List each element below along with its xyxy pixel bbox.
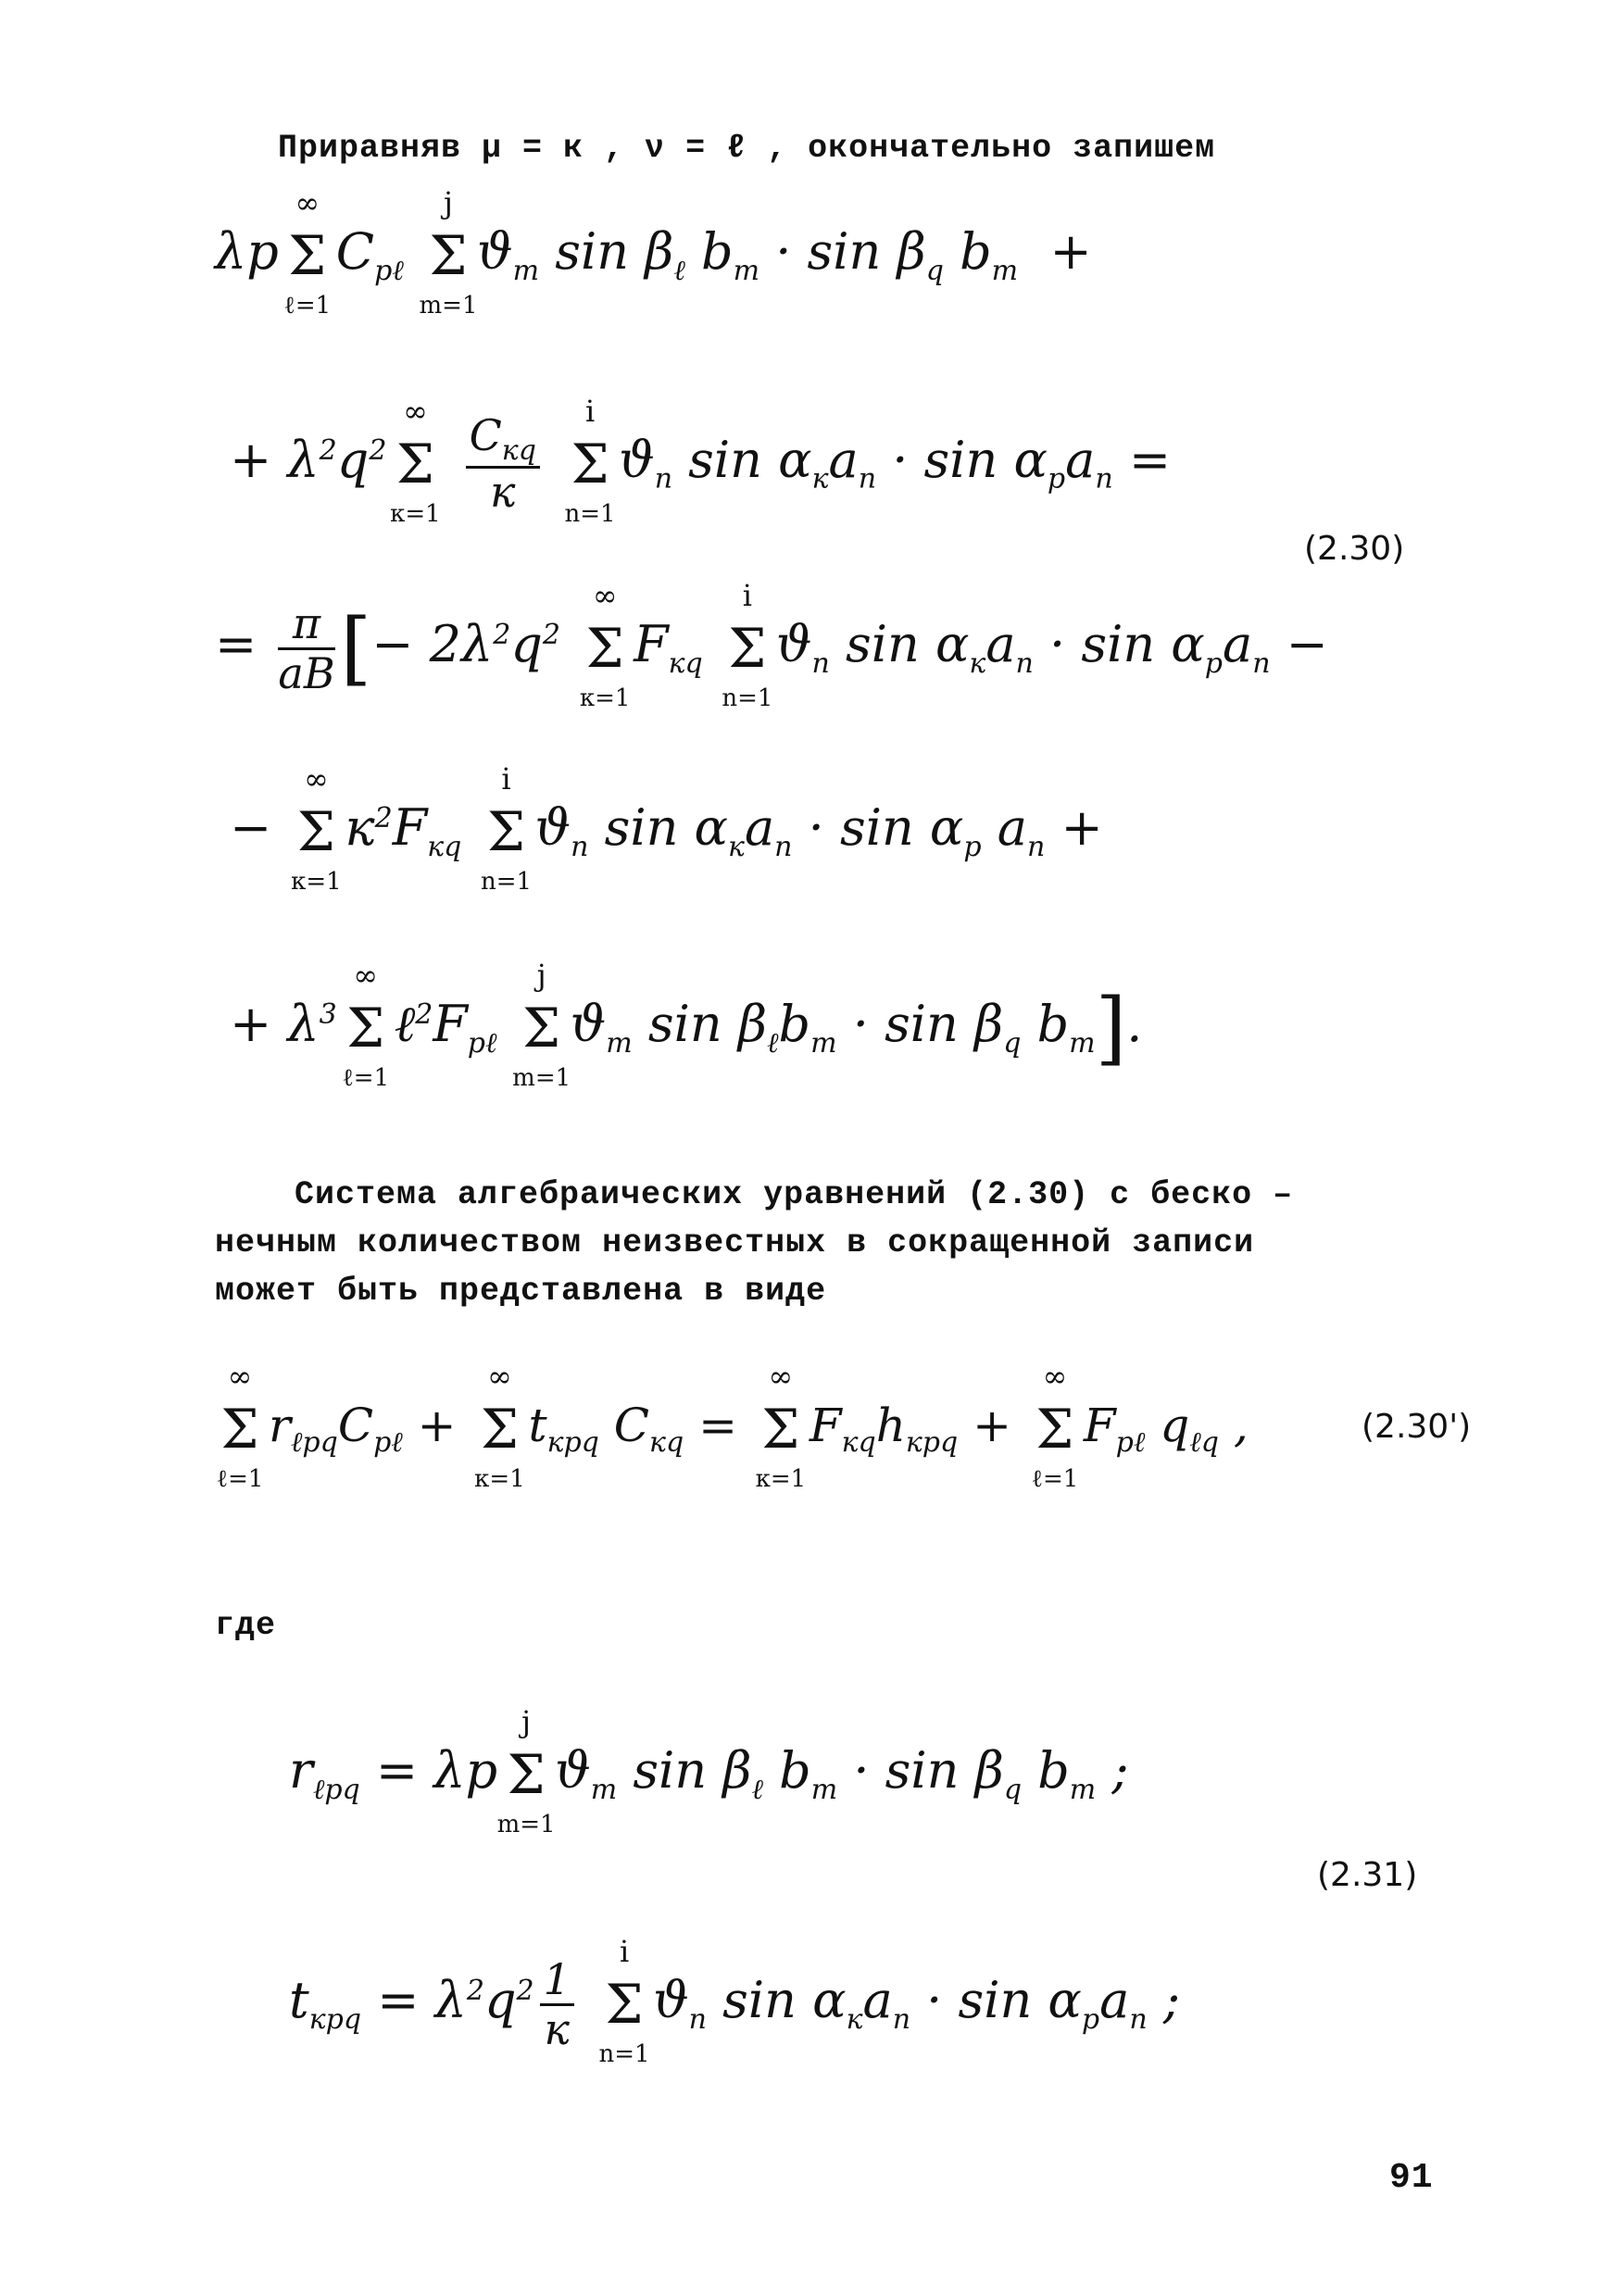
intro-line: Приравняв μ = к , ν = ℓ , окончательно запишем: [278, 130, 1216, 167]
paragraph-line-2: нечным количеством неизвестных в сокращенной записи: [215, 1224, 1255, 1261]
where-label: где: [215, 1607, 277, 1644]
eq-2-31-number: (2.31): [1317, 1856, 1418, 1894]
paragraph-line-3: может быть представлена в виде: [215, 1273, 827, 1310]
eq-2-30-row2: + $\lambda^2q^2$ ∞ Σ к=1 $\frac{C_{кq}}{к}$ i Σ n=1 $ϑ_n$ $\sin \alpha_кa_n \cdot \sin \alpha_pa_n$ =: [230, 393, 1172, 528]
paragraph-line-1: Система алгебраических уравнений (2.30) с беско –: [295, 1176, 1294, 1213]
page-number: 91: [1389, 2158, 1434, 2198]
eq-2-31-row2: $t_{кpq} = \lambda^2q^2$ $\frac{1}{к}$ i Σ n=1 $ϑ_n$ $\sin \alpha_кa_n \cdot \sin \alpha_pa_n$ ;: [289, 1934, 1181, 2069]
eq-2-30p: ∞ Σ ℓ=1 $r_{\ell pq}C_{p\ell}$ + ∞ Σ к=1 $t_{кpq}$ $C_{кq}$ = ∞ Σ к=1 $F_{кq}h_{кpq}$ + ∞ Σ ℓ=1 $F_{p\ell}$ $q_{\ell q}$ ,: [216, 1359, 1249, 1493]
eq-2-30-row5: + $\lambda^3$ ∞ Σ ℓ=1 $\ell^2F_{p\ell}$ j Σ m=1 $ϑ_m$ $\sin \beta_\ell b_m \cdot \sin \beta_q$ $b_m$].: [230, 958, 1143, 1092]
eq-2-30p-number: (2.30'): [1362, 1408, 1472, 1446]
eq-2-31-row1: $r_{\ell pq} = \lambda p$ j Σ m=1 $ϑ_m$ $\sin \beta_\ell$ $b_m \cdot \sin \beta_q$ $b_m$ ;: [289, 1704, 1129, 1838]
eq-2-30-row1: λp ∞ Σ ℓ=1 $C_{p\ell}$ j Σ m=1 $ϑ_m$ $\sin \beta_\ell$ $b_m \cdot \sin \beta_q$ $b_m$ +: [215, 185, 1092, 320]
eq-2-30-number: (2.30): [1304, 530, 1405, 568]
eq-2-30-row4: − ∞ Σ к=1 $к^2F_{кq}$ i Σ n=1 $ϑ_n$ $\sin \alpha_кa_n \cdot \sin \alpha_p$ $a_n$ +: [230, 761, 1103, 896]
eq-2-30-row3: = $\frac{\pi}{aB}$ [− $2\lambda^2q^2$ ∞ Σ к=1 $F_{кq}$ i Σ n=1 $ϑ_n$ $\sin \alpha_кa_n \cdot \sin \alpha_pa_n$ −: [215, 578, 1328, 713]
